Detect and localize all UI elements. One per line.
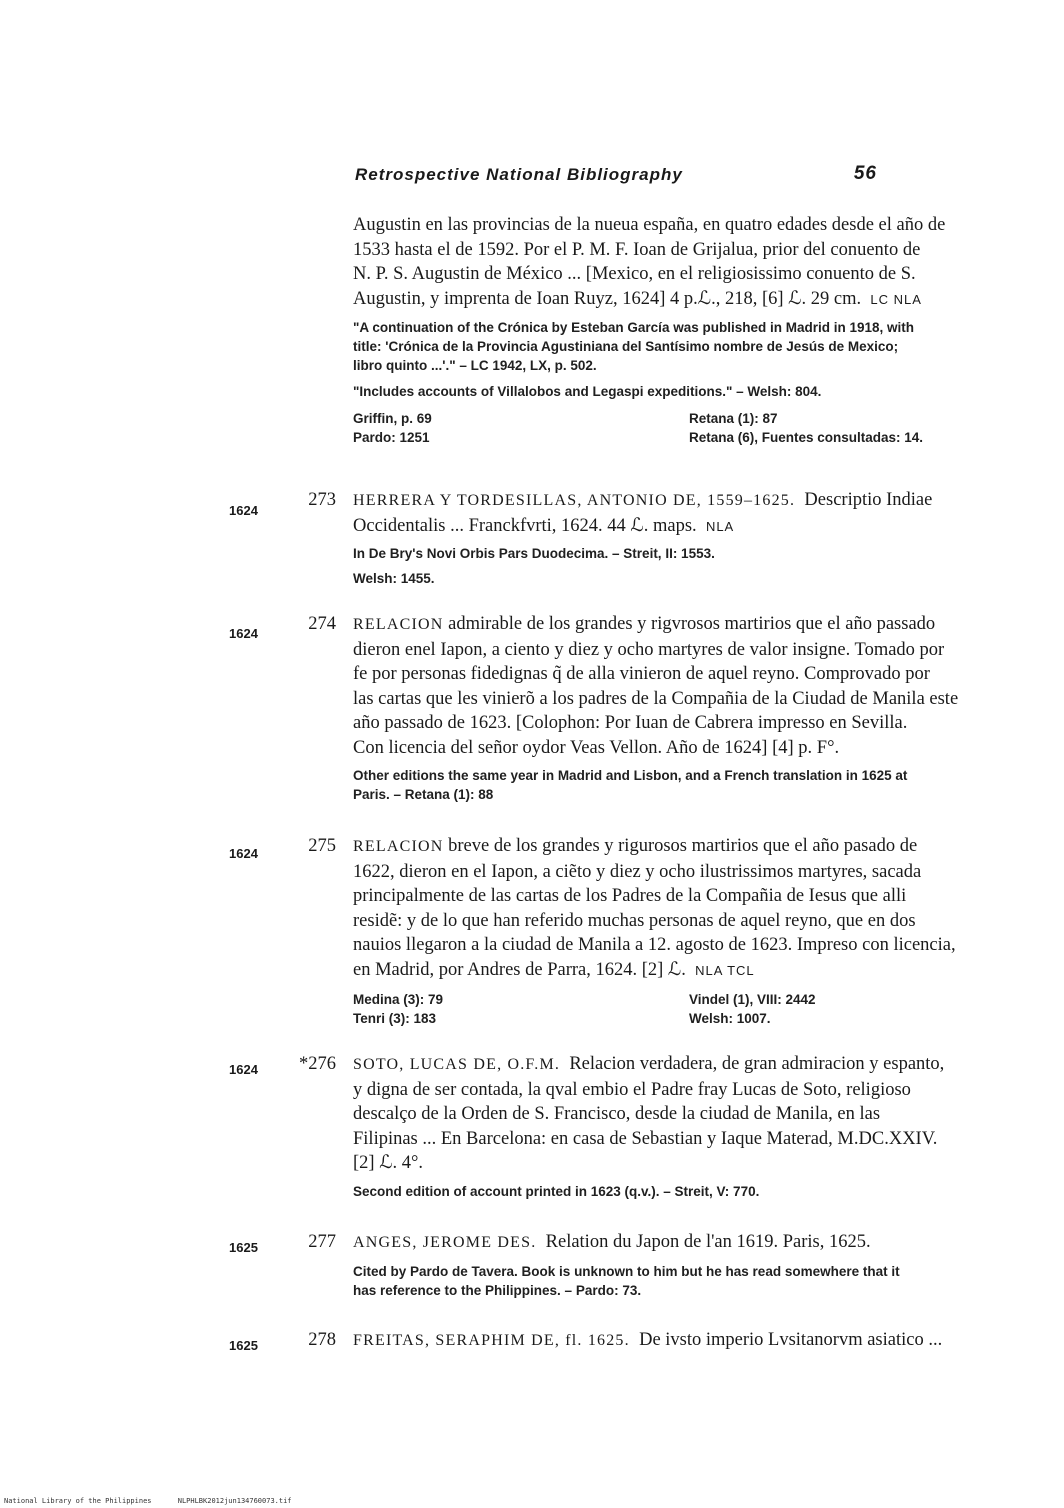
note-line: Second edition of account printed in 1623 (q.v.). – Streit, V: 770. — [353, 1183, 760, 1199]
entry-year: 1624 — [229, 626, 258, 641]
note-line: In De Bry's Novi Orbis Pars Duodecima. – Streit, II: 1553. — [353, 546, 715, 561]
entry-text-line: [2] ℒ. 4°. — [353, 1153, 424, 1173]
note-line: has reference to the Philippines. – Pardo: 73. — [353, 1282, 642, 1298]
entry-number: 273 — [308, 490, 336, 510]
entry-text-line: admirable de los grandes y rigvrosos martirios que el año passado — [448, 614, 936, 634]
note-line: Welsh: 1455. — [353, 571, 435, 586]
entry-heading: HERRERA Y TORDESILLAS, ANTONIO DE, 1559–1625. — [353, 492, 796, 509]
entry-heading: RELACION — [353, 838, 444, 855]
entry-text-line: dieron enel Iapon, a ciento y diez y ocho martyres de valor insigne. Tomado por — [353, 639, 945, 660]
reference: Griffin, p. 69 — [353, 411, 432, 426]
entry-text-line: Augustin, y imprenta de Ioan Ruyz, 1624] 4 p.ℒ., 218, [6] ℒ. 29 cm. — [353, 288, 862, 309]
entry-text-line: Con licencia del señor oydor Veas Vellon. Año de 1624] [4] p. F°. — [353, 737, 840, 758]
entry-number: 278 — [308, 1330, 336, 1350]
entry-text-line: fe por personas fidedignas q̃ de alla vinieron de aquel reyno. Comprovado por — [353, 664, 930, 684]
entry-text-line: en Madrid, por Andres de Parra, 1624. [2] ℒ. — [353, 959, 686, 980]
entry-275 — [353, 834, 1033, 1030]
entry-number: 274 — [308, 614, 336, 634]
entry-heading: ANGES, JEROME DES. — [353, 1234, 537, 1251]
reference: Pardo: 1251 — [353, 430, 430, 445]
holding-locations: LC NLA — [870, 291, 922, 307]
reference: Retana (6), Fuentes consultadas: 14. — [689, 430, 924, 445]
page-number: 56 — [853, 163, 877, 184]
note-line: Other editions the same year in Madrid and Lisbon, and a French translation in 1625 at — [353, 768, 908, 783]
entry-272-continuation — [353, 213, 1033, 449]
entry-year: 1625 — [229, 1338, 258, 1353]
entry-text-line: descalço de la Orden de S. Francisco, desde la ciudad de Manila, en las — [353, 1104, 881, 1124]
reference-columns — [353, 990, 1033, 1030]
entry-text-line: Descriptio Indiae — [804, 490, 933, 510]
entry-heading: RELACION — [353, 616, 444, 633]
entry-text-line: Relation du Japon de l'an 1619. Paris, 1625. — [545, 1232, 871, 1252]
reference: Welsh: 1007. — [689, 1011, 771, 1026]
note-line: "A continuation of the Crónica by Esteban García was published in Madrid in 1918, with — [353, 320, 914, 335]
entry-text-line: Relacion verdadera, de gran admiracion y espanto, — [569, 1054, 945, 1074]
entry-year: 1625 — [229, 1240, 258, 1255]
entry-text-line: Augustin en las provincias de la nueua españa, en quatro edades desde el año de — [353, 215, 946, 235]
entry-text-line: breve de los grandes y rigurosos martirios que el año pasado de — [448, 836, 918, 856]
entry-number: 275 — [308, 836, 336, 856]
entry-year: 1624 — [229, 846, 258, 861]
entry-text-line: Filipinas ... En Barcelona: en casa de Sebastian y Iaque Materad, M.DC.XXIV. — [353, 1128, 938, 1149]
note-line: "Includes accounts of Villalobos and Legaspi expeditions." – Welsh: 804. — [353, 384, 822, 399]
entry-number: 277 — [308, 1232, 336, 1252]
note-line: Paris. – Retana (1): 88 — [353, 787, 494, 802]
note-line: libro quinto ...'." – LC 1942, LX, p. 502. — [353, 358, 597, 373]
reference: Vindel (1), VIII: 2442 — [689, 992, 816, 1007]
entry-text-line: 1533 hasta el de 1592. Por el P. M. F. Ioan de Grijalua, prior del conuento de — [353, 239, 921, 260]
reference: Medina (3): 79 — [353, 992, 444, 1007]
entry-text-line: principalmente de las cartas de los Padres de la Compañia de Iesus que alli — [353, 886, 907, 906]
entry-text-line-with-locations — [353, 287, 1033, 313]
entry-text-line: las cartas que les vinierõ a los padres de la Compañia de la Ciudad de Manila este — [353, 688, 959, 709]
reference: Tenri (3): 183 — [353, 1011, 437, 1026]
note-line: title: 'Crónica de la Provincia Agustiniana del Santísimo nombre de Jesús de Mexico; — [353, 339, 899, 354]
footer-library: National Library of the Philippines — [4, 1497, 152, 1505]
entry-276 — [353, 1052, 1033, 1201]
entry-year: 1624 — [229, 1062, 258, 1077]
entry-text-line: nauios llegaron a la ciudad de Manila a 12. agosto de 1623. Impreso con licencia, — [353, 935, 956, 955]
running-head-title: Retrospective National Bibliography — [355, 165, 683, 184]
reference-columns — [353, 409, 1033, 449]
scan-footer — [4, 1497, 314, 1505]
entry-number: *276 — [299, 1054, 336, 1074]
entry-273 — [353, 488, 1033, 588]
entry-heading: FREITAS, SERAPHIM DE, fl. 1625. — [353, 1332, 630, 1349]
entry-text-line: De ivsto imperio Lvsitanorvm asiatico ... — [639, 1330, 943, 1350]
entry-text-line: Occidentalis ... Franckfvrti, 1624. 44 ℒ. maps. — [353, 515, 697, 536]
entry-text-line: residẽ: y de lo que han referido muchas personas de aquel reyno, que en dos — [353, 910, 916, 931]
holding-locations: NLA TCL — [695, 962, 755, 978]
holding-locations: NLA — [705, 518, 735, 534]
entry-text-line: N. P. S. Augustin de México ... [Mexico, en el religiosissimo conuento de S. — [353, 264, 916, 284]
entry-277 — [353, 1230, 1033, 1300]
entry-text-line: 1622, dieron en el Iapon, a ciẽto y diez y ocho ilustrissimos martyres, sacada — [353, 861, 922, 882]
entry-heading: SOTO, LUCAS DE, O.F.M. — [353, 1056, 561, 1073]
reference: Retana (1): 87 — [689, 411, 778, 426]
entry-text-line: y digna de ser contada, la qval embio el Padre fray Lucas de Soto, religioso — [353, 1079, 911, 1100]
entry-year: 1624 — [229, 503, 258, 518]
running-head — [355, 163, 885, 189]
entry-278 — [353, 1328, 1033, 1354]
note-line: Cited by Pardo de Tavera. Book is unknown to him but he has read somewhere that it — [353, 1263, 900, 1279]
entry-text-line: año passado de 1623. [Colophon: Por Iuan de Cabrera impresso en Sevilla. — [353, 713, 908, 733]
footer-file: NLPHLBK2012jun134760073.tif — [177, 1497, 292, 1505]
entry-274 — [353, 612, 1033, 804]
